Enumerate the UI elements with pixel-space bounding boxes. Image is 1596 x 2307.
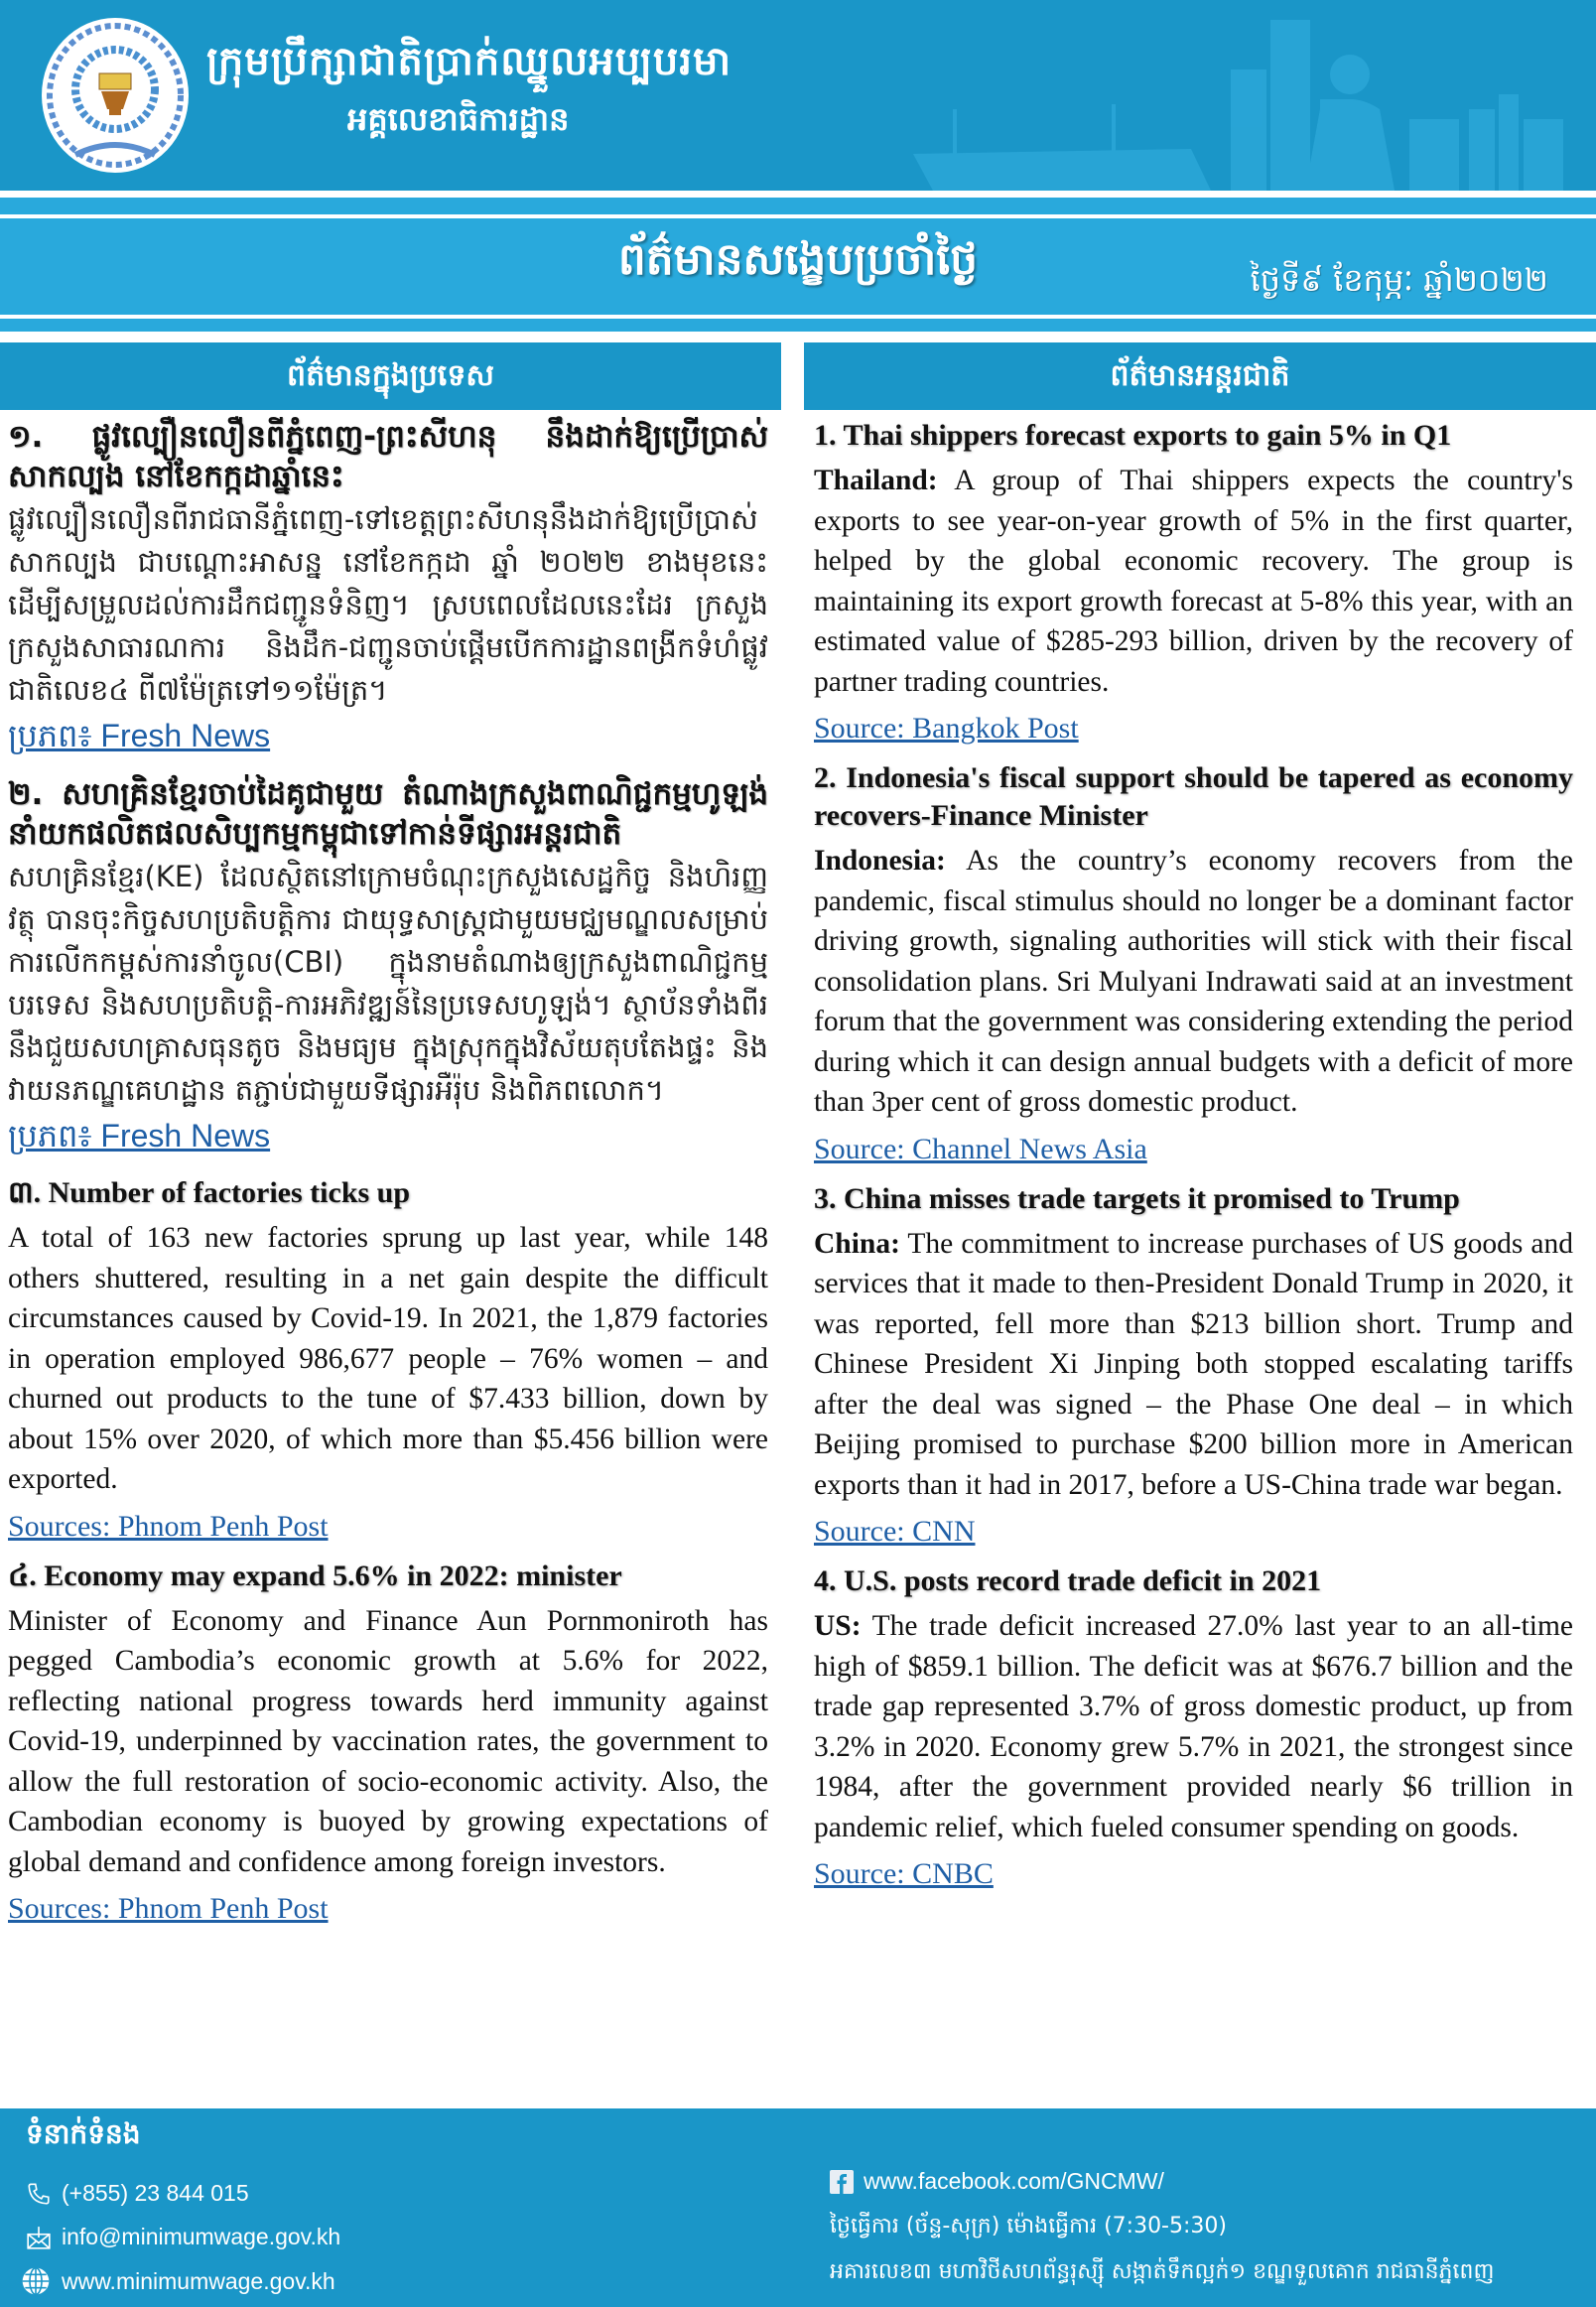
organization-name: ក្រុមប្រឹក្សាជាតិប្រាក់ឈ្នួលអប្បបរមា: [206, 39, 732, 84]
article-title: ១. ផ្លូវល្បឿនលឿនពីភ្នំពេញ-ព្រះសីហនុ នឹងដាក់ឱ្យប្រើប្រាស់សាកល្បង នៅខែកក្កដាឆ្នាំនេះ: [8, 419, 768, 494]
article-country: Indonesia:: [814, 845, 946, 877]
email-icon: [26, 2225, 52, 2250]
article-source-link[interactable]: Sources: Phnom Penh Post: [8, 1892, 329, 1925]
email-contact: [26, 2224, 340, 2250]
domestic-news-column: [8, 411, 768, 1934]
phone-number[interactable]: (+855) 23 844 015: [62, 2180, 249, 2206]
news-article: [8, 1174, 768, 1552]
city-skyline-illustration: [854, 0, 1596, 191]
news-article: [814, 759, 1573, 1174]
article-title: ៤. Economy may expand 5.6% in 2022: minister: [8, 1559, 622, 1592]
article-body: [814, 1224, 1573, 1506]
article-text: The commitment to increase purchases of US goods and services that it made to then-President Donald Trump in 2020, it was reported, fell more than $213 billion short. Trump and Chinese President Xi Jinping both stopped escalating tariffs after the deal was signed – the Phase One deal – in which Beijing promised to purchase $200 billion more in American exports than it had in 2017, before a US-China trade war began.: [814, 1227, 1573, 1501]
article-body: [814, 461, 1573, 702]
news-article: [814, 417, 1573, 753]
article-source-link[interactable]: Source: Bangkok Post: [814, 712, 1079, 745]
globe-icon: [20, 2265, 52, 2297]
divider: [0, 198, 1596, 214]
article-body: ផ្លូវល្បឿនលឿនពីរាជធានីភ្នំពេញ-ទៅខេត្តព្រះសីហនុនឹងដាក់ឱ្យប្រើប្រាស់សាកល្បង ជាបណ្ដោះអាសន្ន នៅខែកក្កដា ឆ្នាំ ២០២២ ខាងមុខនេះ ដើម្បីសម្រួលដល់ការដឹកជញ្ជូនទំនិញ។ ស្របពេលដែលនេះដែរ ក្រសួងក្រសួងសាធារណការ និងដឹក-ជញ្ជូនចាប់ផ្ដើមបើកការដ្ឋានពង្រីកទំហំផ្លូវជាតិលេខ៤ ពី៧ម៉ែត្រទៅ១១ម៉ែត្រ។: [8, 502, 768, 707]
article-source-link[interactable]: ប្រភព៖ Fresh News: [8, 718, 271, 753]
website-contact: [20, 2265, 335, 2297]
phone-contact: [26, 2180, 249, 2207]
article-title: 3. China misses trade targets it promised to Trump: [814, 1181, 1460, 1215]
title-band: [0, 218, 1596, 315]
article-country: Thailand:: [814, 465, 938, 496]
contact-footer: [0, 2108, 1596, 2307]
international-news-column: [814, 411, 1573, 1899]
office-address: អគារលេខ៣ មហាវិថីសហព័ន្ធរុស្ស៊ី សង្កាត់ទឹកល្អក់១ ខណ្ឌទួលគោក រាជធានីភ្នំពេញ: [830, 2259, 1495, 2284]
article-body: [814, 841, 1573, 1123]
website-link[interactable]: www.minimumwage.gov.kh: [62, 2267, 335, 2294]
working-hours: ថ្ងៃធ្វើការ (ច័ន្ទ-សុក្រ) ម៉ោងធ្វើការ (7:30-5:30): [830, 2214, 1227, 2239]
article-title: ៣. Number of factories ticks up: [8, 1176, 411, 1209]
news-article: [814, 1562, 1573, 1899]
divider: [0, 191, 1596, 198]
publication-date: ថ្ងៃទី៩ ខែកុម្ភៈ ឆ្នាំ២០២២: [1250, 261, 1548, 299]
article-body: A total of 163 new factories sprung up last year, while 148 others shuttered, resulting in a net gain despite the difficult circumstances caused by Covid-19. In 2021, the 1,879 factories in operation employed 986,677 people – 76% women – and churned out products to the tune of $7.433 billion, down by about 15% over 2020, of which more than $5.456 billion were exported.: [8, 1222, 768, 1495]
article-text: As the country’s economy recovers from the pandemic, fiscal stimulus should no longer be a dominant factor driving growth, signaling authorities will stick with their fiscal consolidation plans. Sri Mulyani Indrawati said at an investment forum that the government was considering extending the period during which it can design annual budgets with a deficit of more than 3per cent of gross domestic product.: [814, 845, 1573, 1118]
facebook-icon: [830, 2170, 854, 2194]
article-source-link[interactable]: Source: CNBC: [814, 1857, 994, 1890]
facebook-contact: [830, 2168, 1164, 2195]
header-banner: [0, 0, 1596, 191]
domestic-news-header: ព័ត៌មានក្នុងប្រទេស: [0, 342, 781, 410]
page-title: ព័ត៌មានសង្ខេបប្រចាំថ្ងៃ: [617, 234, 979, 285]
phone-icon: [26, 2181, 52, 2207]
article-source-link[interactable]: Sources: Phnom Penh Post: [8, 1509, 329, 1543]
ministry-logo: [36, 16, 195, 175]
article-title: 2. Indonesia's fiscal support should be tapered as economy recovers-Finance Minister: [814, 761, 1573, 832]
news-article: [814, 1180, 1573, 1558]
article-body: សហគ្រិនខ្មែរ(KE) ដែលស្ថិតនៅក្រោមចំណុះក្រសួងសេដ្ឋកិច្ច និងហិរញ្ញវត្ថុ បានចុះកិច្ចសហប្រតិបត្តិការ ជាយុទ្ធសាស្ត្រជាមួយមជ្ឈមណ្ឌលសម្រាប់ការលើកកម្ពស់ការនាំចូល(CBI) ក្នុងនាមតំណាងឲ្យក្រសួងពាណិជ្ជកម្មបរទេស និងសហប្រតិបត្តិ-ការអភិវឌ្ឍន៍នៃប្រទេសហូឡង់។ ស្ថាប័នទាំងពីរនឹងជួយសហគ្រាសធុនតូច និងមធ្យម ក្នុងស្រុកក្នុងវិស័យតុបតែងផ្ទះ និងវាយនភណ្ឌគេហដ្ឋាន តភ្ជាប់ជាមួយទីផ្សារអឺរ៉ុប និងពិភពលោក។: [8, 860, 768, 1107]
organization-subtitle: អគ្គលេខាធិការដ្ឋាន: [347, 100, 570, 138]
article-text: The trade deficit increased 27.0% last year to an all-time high of $859.1 billion. The deficit was at $676.7 billion and the trade gap represented 3.7% of gross domestic product, up from 3.2% in 2020. Economy grew 5.7% in 2021, the strongest since 1984, after the government provided nearly $6 trillion in pandemic relief, which fueled consumer spending on goods.: [814, 1610, 1573, 1843]
news-article: [8, 1558, 768, 1935]
facebook-link[interactable]: www.facebook.com/GNCMW/: [864, 2168, 1164, 2194]
article-source-link[interactable]: ប្រភព៖ Fresh News: [8, 1118, 271, 1154]
article-title: 1. Thai shippers forecast exports to gain 5% in Q1: [814, 419, 1452, 452]
article-country: China:: [814, 1227, 900, 1260]
international-news-header: ព័ត៌មានអន្តរជាតិ: [804, 342, 1596, 410]
article-body: Minister of Economy and Finance Aun Pornmoniroth has pegged Cambodia’s economic growth at 5.6% for 2022, reflecting national progress towards herd immunity against Covid-19, underpinned by vaccination rates, the government to allow the full restoration of socio-economic activity. Also, the Cambodian economy is buoyed by growing expectations of global demand and confidence among foreign investors.: [8, 1604, 768, 1878]
news-article: [8, 774, 768, 1168]
article-body: [814, 1606, 1573, 1847]
contact-title: ទំនាក់ទំនង: [26, 2117, 141, 2150]
article-title: 4. U.S. posts record trade deficit in 2021: [814, 1564, 1322, 1597]
article-country: US:: [814, 1610, 862, 1642]
article-source-link[interactable]: Source: Channel News Asia: [814, 1132, 1147, 1165]
article-text: A group of Thai shippers expects the country's exports to see year-on-year growth of 5% in the first quarter, helped by the global economic recovery. The group is maintaining its export growth forecast at 5-8% this year, with an estimated value of $285-293 billion, driven by the recovery of partner trading countries.: [814, 465, 1573, 698]
article-title: ២. សហគ្រិនខ្មែរចាប់ដៃគូជាមួយ តំណាងក្រសួងពាណិជ្ជកម្មហូឡង់នាំយកផលិតផលសិប្បកម្មកម្ពុជាទៅកាន់ទីផ្សារអន្តរជាតិ: [8, 776, 768, 852]
article-source-link[interactable]: Source: CNN: [814, 1515, 976, 1548]
divider: [0, 319, 1596, 332]
email-address[interactable]: info@minimumwage.gov.kh: [62, 2224, 341, 2249]
news-article: [8, 417, 768, 768]
